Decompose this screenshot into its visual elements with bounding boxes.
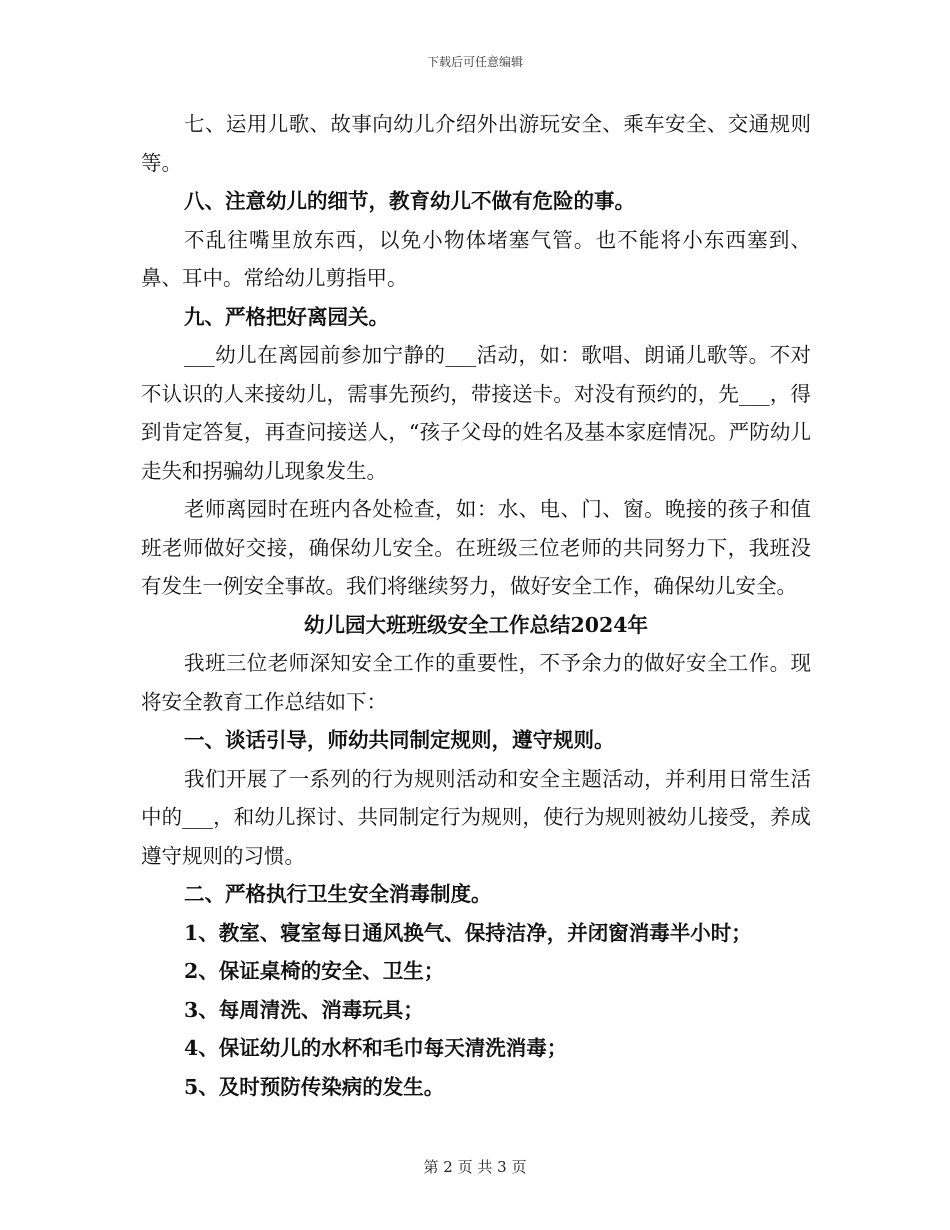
- document-body: [141, 105, 811, 1106]
- section-heading: 一、谈话引导，师幼共同制定规则，遵守规则。: [184, 728, 615, 752]
- list-item: 2、保证桌椅的安全、卫生；: [184, 959, 445, 983]
- paragraph: 老师离园时在班内各处检查，如：水、电、门、窗。晚接的孩子和值班老师做好交接，确保幼儿安全。在班级三位老师的共同努力下，我班没有发生一例安全事故。我们将继续努力，做好安全工作，确保幼儿安全。: [141, 497, 811, 598]
- page-header: 下载后可任意编辑: [426, 55, 523, 69]
- list-item: 5、及时预防传染病的发生。: [184, 1074, 445, 1099]
- document-title: 幼儿园大班班级安全工作总结2024年: [303, 612, 649, 637]
- section-heading: 九、严格把好离园关。: [184, 304, 390, 329]
- paragraph: 不乱往嘴里放东西，以免小物体堵塞气管。也不能将小东西塞到、鼻、耳中。常给幼儿剪指甲。: [141, 227, 811, 290]
- section-heading: 八、注意幼儿的细节，教育幼儿不做有危险的事。: [184, 189, 636, 213]
- paragraph: 我班三位老师深知安全工作的重要性，不予余力的做好安全工作。现将安全教育工作总结如下：: [141, 651, 811, 714]
- list-item: 1、教室、寝室每日通风换气、保持洁净，并闭窗消毒半小时；: [184, 920, 752, 945]
- list-item: 3、每周清洗、消毒玩具；: [184, 997, 424, 1022]
- paragraph: ___幼儿在离园前参加宁静的___活动，如：歌唱、朗诵儿歌等。不对不认识的人来接幼儿，需事先预约，带接送卡。对没有预约的，先___，得到肯定答复，再查问接送人，“孩子父母的姓名及基本家庭情况。严防幼儿走失和拐骗幼儿现象发生。: [141, 343, 811, 483]
- page-footer: 第 2 页 共 3 页: [423, 1158, 527, 1176]
- list-item: 4、保证幼儿的水杯和毛巾每天清洗消毒；: [184, 1036, 568, 1060]
- paragraph: 七、运用儿歌、故事向幼儿介绍外出游玩安全、乘车安全、交通规则等。: [141, 112, 811, 175]
- section-heading: 二、严格执行卫生安全消毒制度。: [184, 882, 492, 906]
- paragraph: 我们开展了一系列的行为规则活动和安全主题活动，并利用日常生活中的___，和幼儿探讨、共同制定行为规则，使行为规则被幼儿接受，养成遵守规则的习惯。: [141, 766, 811, 868]
